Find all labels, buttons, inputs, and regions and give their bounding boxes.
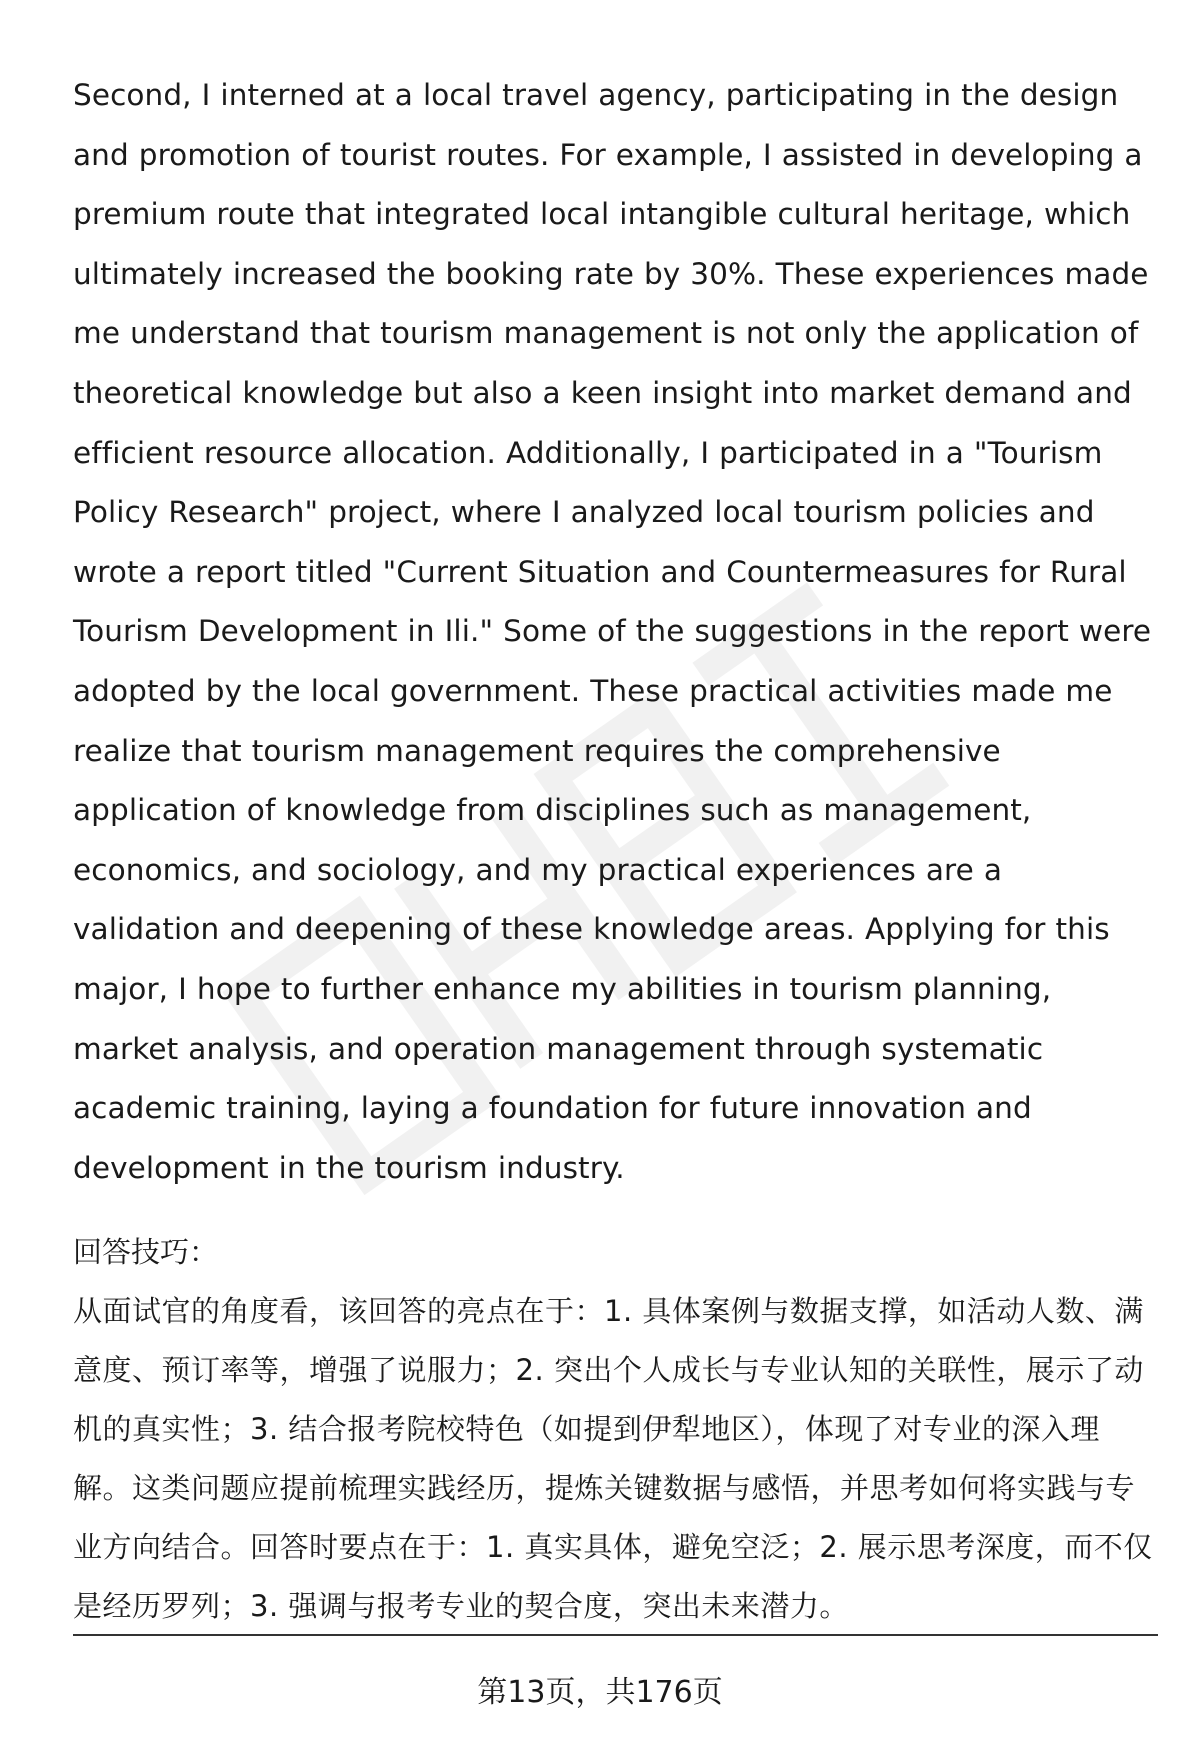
tips-heading: 回答技巧： xyxy=(73,1235,219,1270)
footer-divider xyxy=(73,1634,1158,1636)
tips-paragraph: 从面试官的角度看，该回答的亮点在于：1. 具体案例与数据支撑，如活动人数、满意度、预订率等，增强了说服力；2. 突出个人成长与专业认知的关联性，展示了动机的真实性；3. 结合报考院校特色（如提到伊犁地区），体现了对专业的深入理解。这类问题应提前梳理实践经历，提炼关键数据与感悟，并思考如何将实践与专业方向结合。回答时要点在于：1. 真实具体，避免空泛；2. 展示思考深度，而不仅是经历罗列；3. 强调与报考专业的契合度，突出未来潜力。 xyxy=(73,1294,1153,1624)
page-number: 第13页，共176页 xyxy=(477,1675,723,1710)
page-content xyxy=(73,66,1158,1636)
answer-paragraph: Second, I interned at a local travel agency, participating in the design and promotion of tourist routes. For example, I assisted in developing a premium route that integrated local intangible cultural heritage, which ultimately increased the booking rate by 30%. These experiences made me understand that tourism management is not only the application of theoretical knowledge but also a keen insight into market demand and efficient resource allocation. Additionally, I participated in a "Tourism Policy Research" project, where I analyzed local tourism policies and wrote a report titled "Current Situation and Countermeasures for Rural Tourism Development in Ili." Some of the suggestions in the report were adopted by the local government. These practical activities made me realize that tourism management requires the comprehensive application of knowledge from disciplines such as management, economics, and sociology, and my practical experiences are a validation and deepening of these knowledge areas. Applying for this major, I hope to further enhance my abilities in tourism planning, market analysis, and operation management through systematic academic training, laying a foundation for future innovation and development in the tourism industry. xyxy=(73,78,1152,1185)
